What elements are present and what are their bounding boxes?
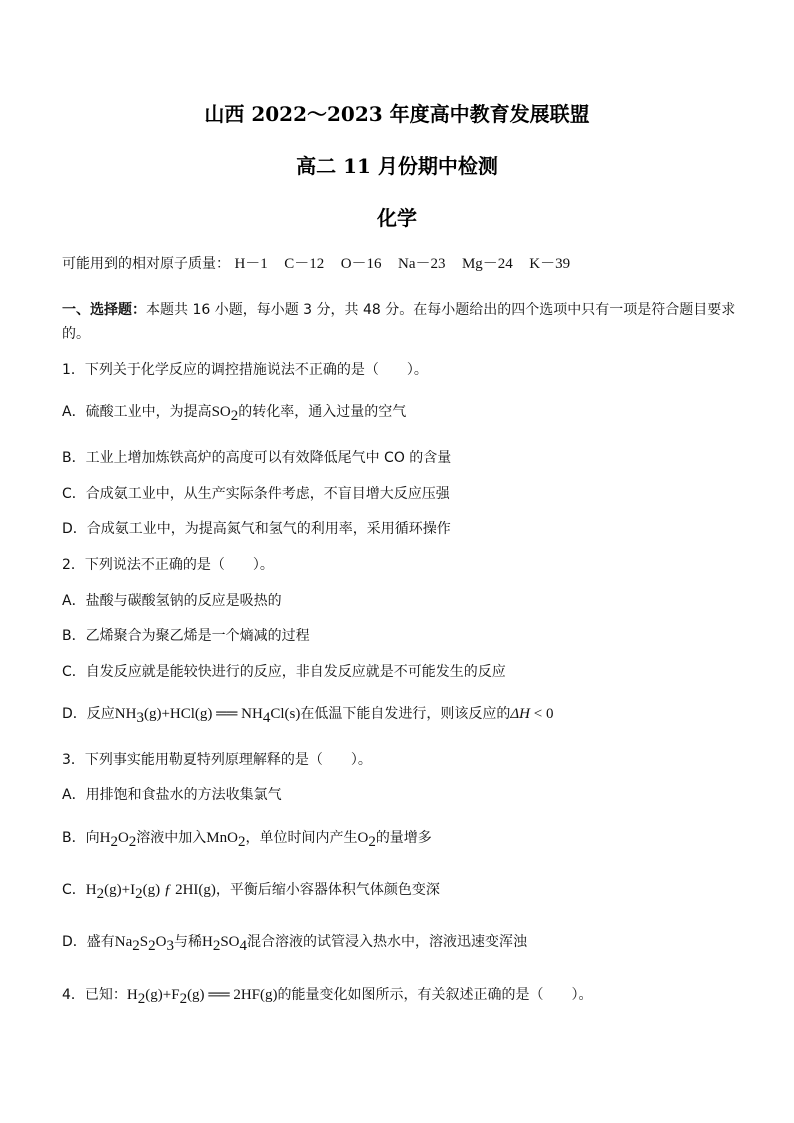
q3-c-g1: (g)+I bbox=[104, 882, 136, 898]
q3-option-a: A．用排饱和食盐水的方法收集氯气 bbox=[62, 787, 282, 803]
q1-a-formula: SO bbox=[211, 404, 231, 420]
q3-option-b bbox=[62, 828, 742, 852]
q1-option-b: B．工业上增加炼铁高炉的高度可以有效降低尾气中 CO 的含量 bbox=[62, 450, 452, 466]
q3-c-equilibrium-symbol: ƒ bbox=[160, 882, 176, 898]
q3-c-h2: H bbox=[85, 882, 97, 898]
q3-b-o2: O bbox=[357, 830, 369, 846]
q3-d-m: 与稀 bbox=[173, 934, 202, 950]
q2-d-eq1b: (g)+HCl(g) bbox=[143, 706, 213, 722]
mass-c: C－12 bbox=[284, 256, 325, 272]
q3-d-os: 3 bbox=[166, 937, 174, 954]
q4-post: 的能量变化如图所示，有关叙述正确的是（ ）。 bbox=[277, 987, 593, 1003]
q4-hs: 2 bbox=[137, 990, 146, 1007]
mass-k: K－39 bbox=[529, 256, 571, 272]
atomic-masses bbox=[62, 254, 742, 274]
q2-d-arrow: ══ bbox=[212, 706, 242, 722]
q2-d-mid: 在低温下能自发进行，则该反应的 bbox=[300, 706, 511, 722]
q3-b-os: 2 bbox=[128, 833, 137, 850]
q4-arrow: ══ bbox=[204, 987, 234, 1003]
q3-d-ss: 2 bbox=[148, 937, 156, 954]
q3-b-m1: 溶液中加入 bbox=[136, 830, 207, 846]
q4-hf: 2HF(g) bbox=[233, 987, 278, 1003]
q2-option-a: A．盐酸与碳酸氢钠的反应是吸热的 bbox=[62, 593, 282, 609]
q3-b-mno: MnO bbox=[206, 830, 238, 846]
q3-stem: 3．下列事实能用勒夏特列原理解释的是（ ）。 bbox=[62, 752, 372, 768]
q2-option-d bbox=[62, 704, 742, 728]
q4-stem bbox=[62, 985, 742, 1009]
q3-d-o: O bbox=[155, 934, 167, 950]
q3-c-pre: C． bbox=[62, 882, 86, 898]
q1-stem: 1．下列关于化学反应的调控措施说法不正确的是（ ）。 bbox=[62, 362, 428, 378]
q4-pre: 4．已知： bbox=[62, 987, 127, 1003]
q3-b-hs: 2 bbox=[110, 833, 118, 850]
q3-b-h: H bbox=[99, 830, 111, 846]
section-heading: 一、选择题： bbox=[62, 302, 146, 318]
q3-d-h: H bbox=[201, 934, 213, 950]
q4-h: H bbox=[126, 987, 138, 1003]
q1-option-c: C．合成氨工业中，从生产实际条件考虑，不盲目增大反应压强 bbox=[62, 486, 450, 502]
q3-d-hs: 2 bbox=[212, 937, 221, 954]
q3-d-na: Na bbox=[114, 934, 133, 950]
q2-d-eq2: NH bbox=[241, 706, 263, 722]
q2-option-b: B．乙烯聚合为聚乙烯是一个熵减的过程 bbox=[62, 628, 310, 644]
q3-option-d bbox=[62, 932, 742, 956]
q2-d-pre: D．反应 bbox=[62, 706, 115, 722]
q3-c-h2s: 2 bbox=[96, 885, 105, 902]
q3-b-o: O bbox=[117, 830, 129, 846]
q3-d-pre: D．盛有 bbox=[62, 934, 115, 950]
q1-a-text: A．硫酸工业中，为提高 bbox=[62, 404, 212, 420]
q3-c-g2: (g) bbox=[142, 882, 161, 898]
q2-d-eq1: NH bbox=[114, 706, 137, 722]
q3-d-post: 混合溶液的试管浸入热水中，溶液迅速变浑浊 bbox=[247, 934, 527, 950]
section-instructions bbox=[62, 298, 742, 346]
q3-d-s: S bbox=[139, 934, 149, 950]
q4-g2: (g) bbox=[187, 987, 205, 1003]
q1-option-a bbox=[62, 402, 742, 426]
q2-option-c: C．自发反应就是能较快进行的反应，非自发反应就是不可能发生的反应 bbox=[62, 664, 506, 680]
q2-d-lt: < 0 bbox=[529, 706, 554, 722]
q2-d-eq2-sub: 4 bbox=[262, 709, 271, 726]
q3-d-nas: 2 bbox=[132, 937, 140, 954]
subject-title: 化学 bbox=[377, 206, 417, 230]
q3-b-mnos: 2 bbox=[237, 833, 246, 850]
q2-d-delta-h: ΔH bbox=[510, 706, 530, 722]
mass-o: O－16 bbox=[340, 256, 382, 272]
q2-d-eq1-sub: 3 bbox=[136, 709, 144, 726]
q4-g1: (g)+F bbox=[145, 987, 180, 1003]
mass-na: Na－23 bbox=[398, 256, 446, 272]
q3-b-pre: B．向 bbox=[62, 830, 100, 846]
q3-c-hi: 2HI(g) bbox=[175, 882, 216, 898]
section-text: 本题共 16 小题，每小题 3 分，共 48 分。在每小题给出的四个选项中只有一项是符合题目要求的。 bbox=[62, 302, 736, 342]
q1-a-sub: 2 bbox=[230, 407, 239, 424]
q1-a-post: 的转化率，通入过量的空气 bbox=[238, 404, 407, 420]
q3-d-sos: 4 bbox=[239, 937, 247, 954]
q3-option-c bbox=[62, 880, 742, 904]
atomic-masses-label: 可能用到的相对原子质量： bbox=[62, 256, 230, 272]
exam-title: 山西 2022～2023 年度高中教育发展联盟 bbox=[204, 102, 590, 126]
q3-d-so: SO bbox=[220, 934, 240, 950]
q2-stem: 2．下列说法不正确的是（ ）。 bbox=[62, 557, 274, 573]
q1-option-d: D．合成氨工业中，为提高氮气和氢气的利用率，采用循环操作 bbox=[62, 521, 451, 537]
q4-fs: 2 bbox=[179, 990, 188, 1007]
q3-c-post: ，平衡后缩小容器体积气体颜色变深 bbox=[215, 882, 440, 898]
q3-c-is: 2 bbox=[135, 885, 143, 902]
exam-subtitle: 高二 11 月份期中检测 bbox=[296, 154, 498, 178]
q2-d-eq2b: Cl(s) bbox=[270, 706, 301, 722]
mass-h: H－1 bbox=[234, 256, 268, 272]
q3-b-post: 的量增多 bbox=[375, 830, 432, 846]
q3-b-m2: ，单位时间内产生 bbox=[245, 830, 358, 846]
q3-b-o2s: 2 bbox=[368, 833, 376, 850]
mass-mg: Mg－24 bbox=[461, 256, 513, 272]
